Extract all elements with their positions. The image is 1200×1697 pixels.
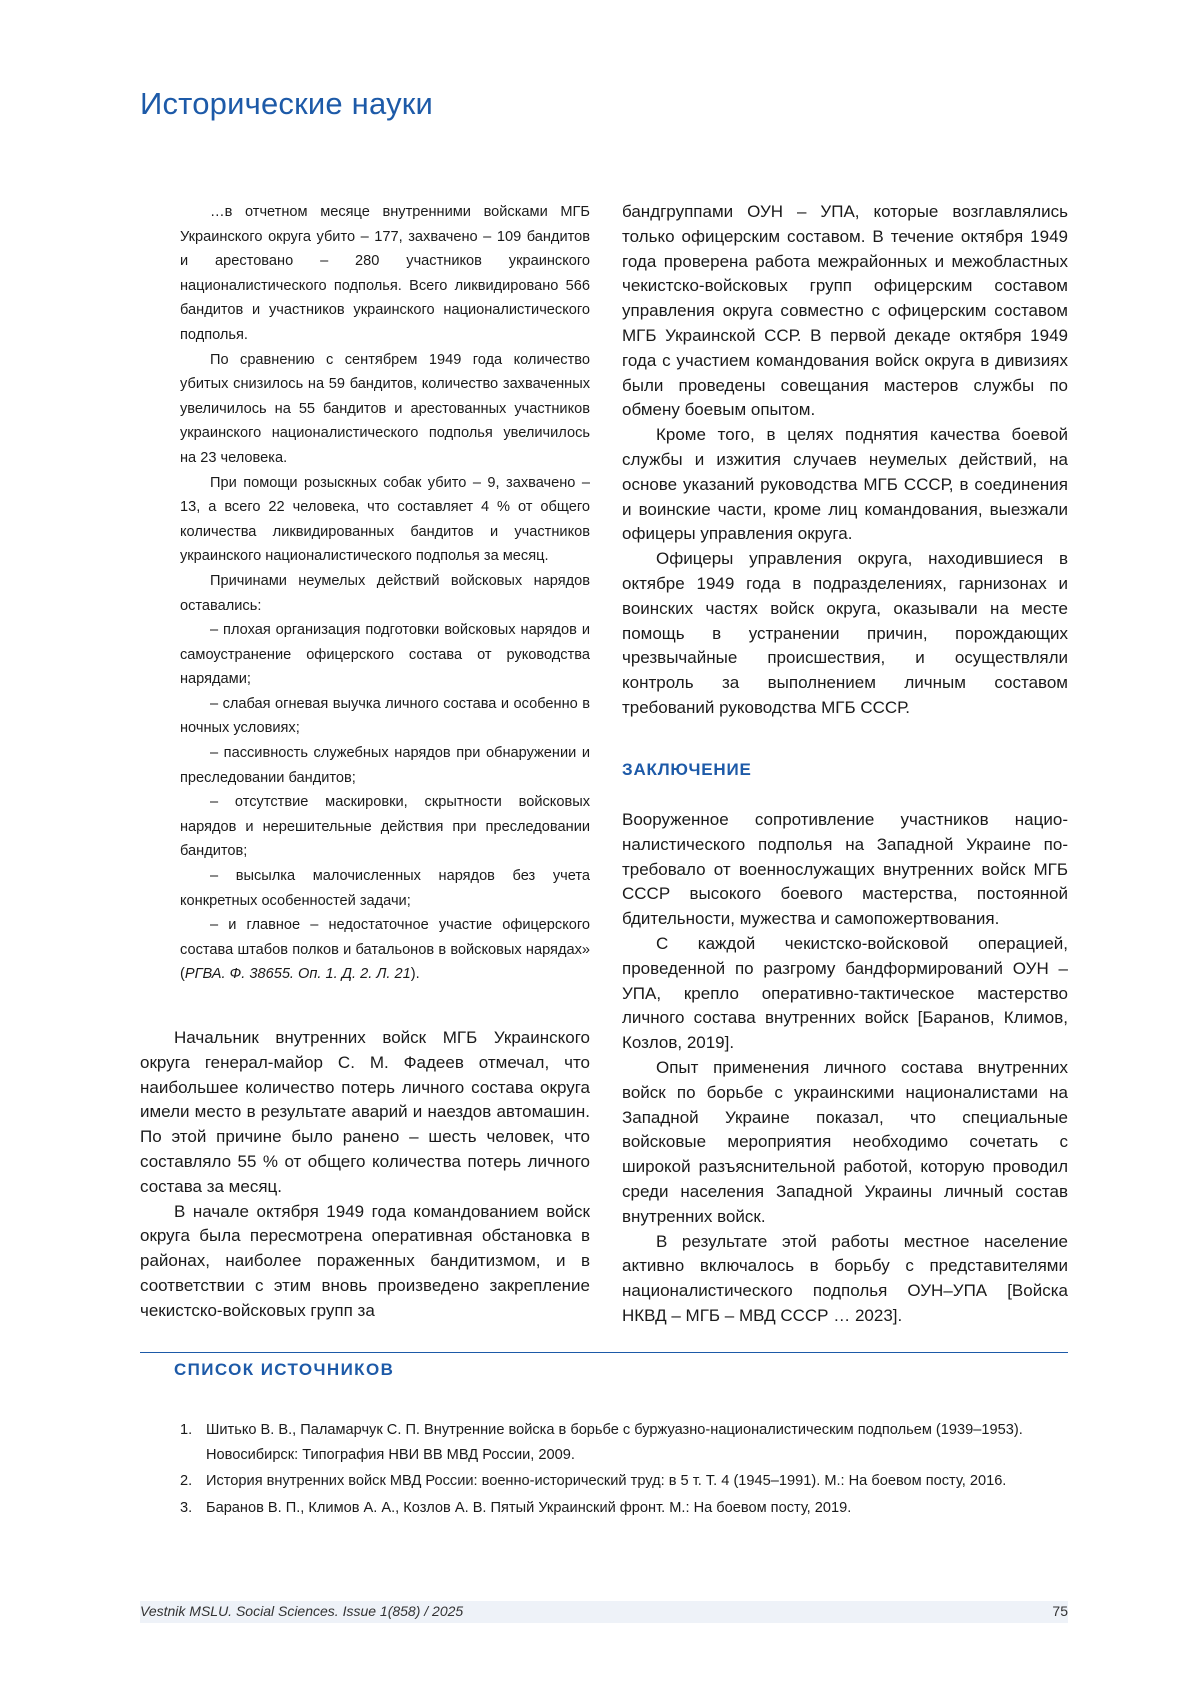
journal-footer: Vestnik MSLU. Social Sciences. Issue 1(858) / 2025 bbox=[140, 1603, 464, 1619]
quote-list-item: – высылка малочисленных нарядов без учета конкретных особенностей задачи; bbox=[180, 868, 590, 909]
reference-number: 2. bbox=[180, 1473, 193, 1490]
body-paragraph: Офицеры управления округа, находившиеся в октябре 1949 года в подразделениях, гарнизонах и воинских частях войск округа, оказывали на месте помощь в устранении причин, порождающих чрезвычайные происшествия, и осуществляли контроль за выполнением личным составом требований руководства МГБ СССР. bbox=[622, 549, 1068, 717]
quote-paragraph: По сравнению с сентябрем 1949 года количество убитых снизилось на 59 бандитов, количество захваченных увеличилось на 55 бандитов и арестованных участников украинского националистического подполья увеличилось на 23 человека. bbox=[180, 351, 590, 466]
body-paragraph: Начальник внутренних войск МГБ Украинского округа генерал-майор С. М. Фадеев отмечал, что наибольшее количество потерь личного состава округа имели место в результате аварий и наездов автомашин. По этой причине было ранено – шесть человек, что составляло 55 % от общего количества потерь личного состава за месяц. bbox=[140, 1028, 590, 1196]
conclusion-heading: ЗАКЛЮЧЕНИЕ bbox=[622, 760, 752, 779]
quote-list-item: – слабая огневая выучка личного состава и особенно в ночных условиях; bbox=[180, 695, 590, 737]
quote-last-end: ). bbox=[410, 966, 420, 983]
reference-item bbox=[180, 1469, 1068, 1494]
reference-text: Баранов В. П., Климов А. А., Козлов А. В. Пятый Украинский фронт. М.: На боевом посту, 2019. bbox=[206, 1499, 852, 1516]
page-number: 75 bbox=[1052, 1603, 1068, 1619]
section-title: Исторические науки bbox=[140, 86, 434, 121]
reference-item bbox=[180, 1418, 1068, 1467]
archival-quote-block bbox=[180, 200, 590, 987]
references-divider bbox=[140, 1352, 1068, 1353]
references-heading: СПИСОК ИСТОЧНИКОВ bbox=[174, 1360, 395, 1379]
quote-list-item: – отсутствие маскировки, скрытности войсковых нарядов и нерешительные действия при преследовании бандитов; bbox=[180, 794, 590, 860]
reference-item bbox=[180, 1496, 1068, 1521]
conclusion-paragraph: В результате этой работы местное население активно включалось в борьбу с представителями националистического подполья ОУН–УПА [Войска НКВД – МГБ – МВД СССР … 2023]. bbox=[622, 1231, 1068, 1325]
reference-number: 1. bbox=[180, 1422, 193, 1438]
conclusion-paragraph: Вооруженное сопротивление участников националистического подполья на Западной Украине потребовало от военнослужащих внутренних войск МГБ СССР высокого боевого мастерства, постоянной бдительности, мужества и самопожертвования. bbox=[622, 810, 1068, 929]
quote-paragraph: …в отчетном месяце внутренними войсками МГБ Украинского округа убито – 177, захвачено – 109 бандитов и арестовано – 280 участников украинского националистического подполья. Всего ликвидировано 566 бандитов и участников украинского националистического подполья. bbox=[180, 204, 590, 343]
quote-list-item: – плохая организация подготовки войсковых нарядов и самоустранение офицерского состава от руководства нарядами; bbox=[180, 622, 590, 688]
body-paragraph: Кроме того, в целях поднятия качества боевой службы и изжития случаев неумелых действий, на основе указаний руководства МГБ СССР, в соединения и воинские части, кроме лиц командования, выезжали офицеры управления округа. bbox=[622, 425, 1068, 544]
reference-number: 3. bbox=[180, 1499, 193, 1516]
quote-last-text: – и главное – недостаточное участие офицерского состава штабов полков и батальонов в войсковых нарядах» ( bbox=[180, 917, 590, 983]
left-column-text bbox=[140, 1026, 590, 1324]
quote-paragraph: При помощи розыскных собак убито – 9, захвачено – 13, а всего 22 человека, что составляет 4 % от общего количества ликвидированных бандитов и участников украинского националистического подполья за месяц. bbox=[180, 474, 590, 565]
reference-text: Шитько В. В., Паламарчук С. П. Внутренние войска в борьбе с буржуазно-националистическим подпольем (1939–1953). Новосибирск: Типография НВИ ВВ МВД России, 2009. bbox=[206, 1422, 1023, 1463]
conclusion-paragraph: С каждой чекистско-войсковой операцией, проведенной по разгрому бандформирований ОУН – УПА, крепло оперативно-тактическое мастерство личного состава внутренних войск [Баранов, Климов, Козлов, 2019]. bbox=[622, 933, 1068, 1053]
quote-list-item bbox=[180, 913, 590, 987]
quote-list-item: – пассивность служебных нарядов при обнаружении и преследовании бандитов; bbox=[180, 745, 590, 786]
references-list bbox=[180, 1418, 1068, 1522]
conclusion-text bbox=[622, 808, 1068, 1329]
quote-paragraph: Причинами неумелых действий войсковых нарядов оставались: bbox=[180, 572, 590, 614]
conclusion-paragraph: Опыт применения личного состава внутренних войск по борьбе с украинскими националистами на Западной Украине показал, что специальные войсковые мероприятия необходимо сочетать с широкой разъяснительной работой, которую проводил среди населения Западной Украины личный состав внутренних войск. bbox=[622, 1057, 1068, 1226]
body-paragraph: В начале октября 1949 года командованием войск округа была пересмотрена оперативная обстановка в районах, наиболее пораженных бандитизмом, и в соответствии с этим вновь произведено закрепление чекистско-войсковых групп за bbox=[140, 1201, 590, 1320]
reference-text: История внутренних войск МВД России: военно-исторический труд: в 5 т. Т. 4 (1945–1991). М.: На боевом посту, 2016. bbox=[206, 1473, 1007, 1490]
body-paragraph: бандгруппами ОУН – УПА, которые возглавлялись только офицерским составом. В течение октября 1949 года проверена работа межрайонных и межобластных чекистско-войсковых групп офицерским составом управления округа совместно с офицерским составом МГБ Украинской ССР. В первой декаде октября 1949 года с участием командования войск округа в дивизиях были проведены совещания мастеров службы по обмену боевым опытом. bbox=[622, 202, 1068, 420]
right-column-text bbox=[622, 200, 1068, 721]
archive-citation: РГВА. Ф. 38655. Оп. 1. Д. 2. Л. 21 bbox=[184, 966, 411, 983]
